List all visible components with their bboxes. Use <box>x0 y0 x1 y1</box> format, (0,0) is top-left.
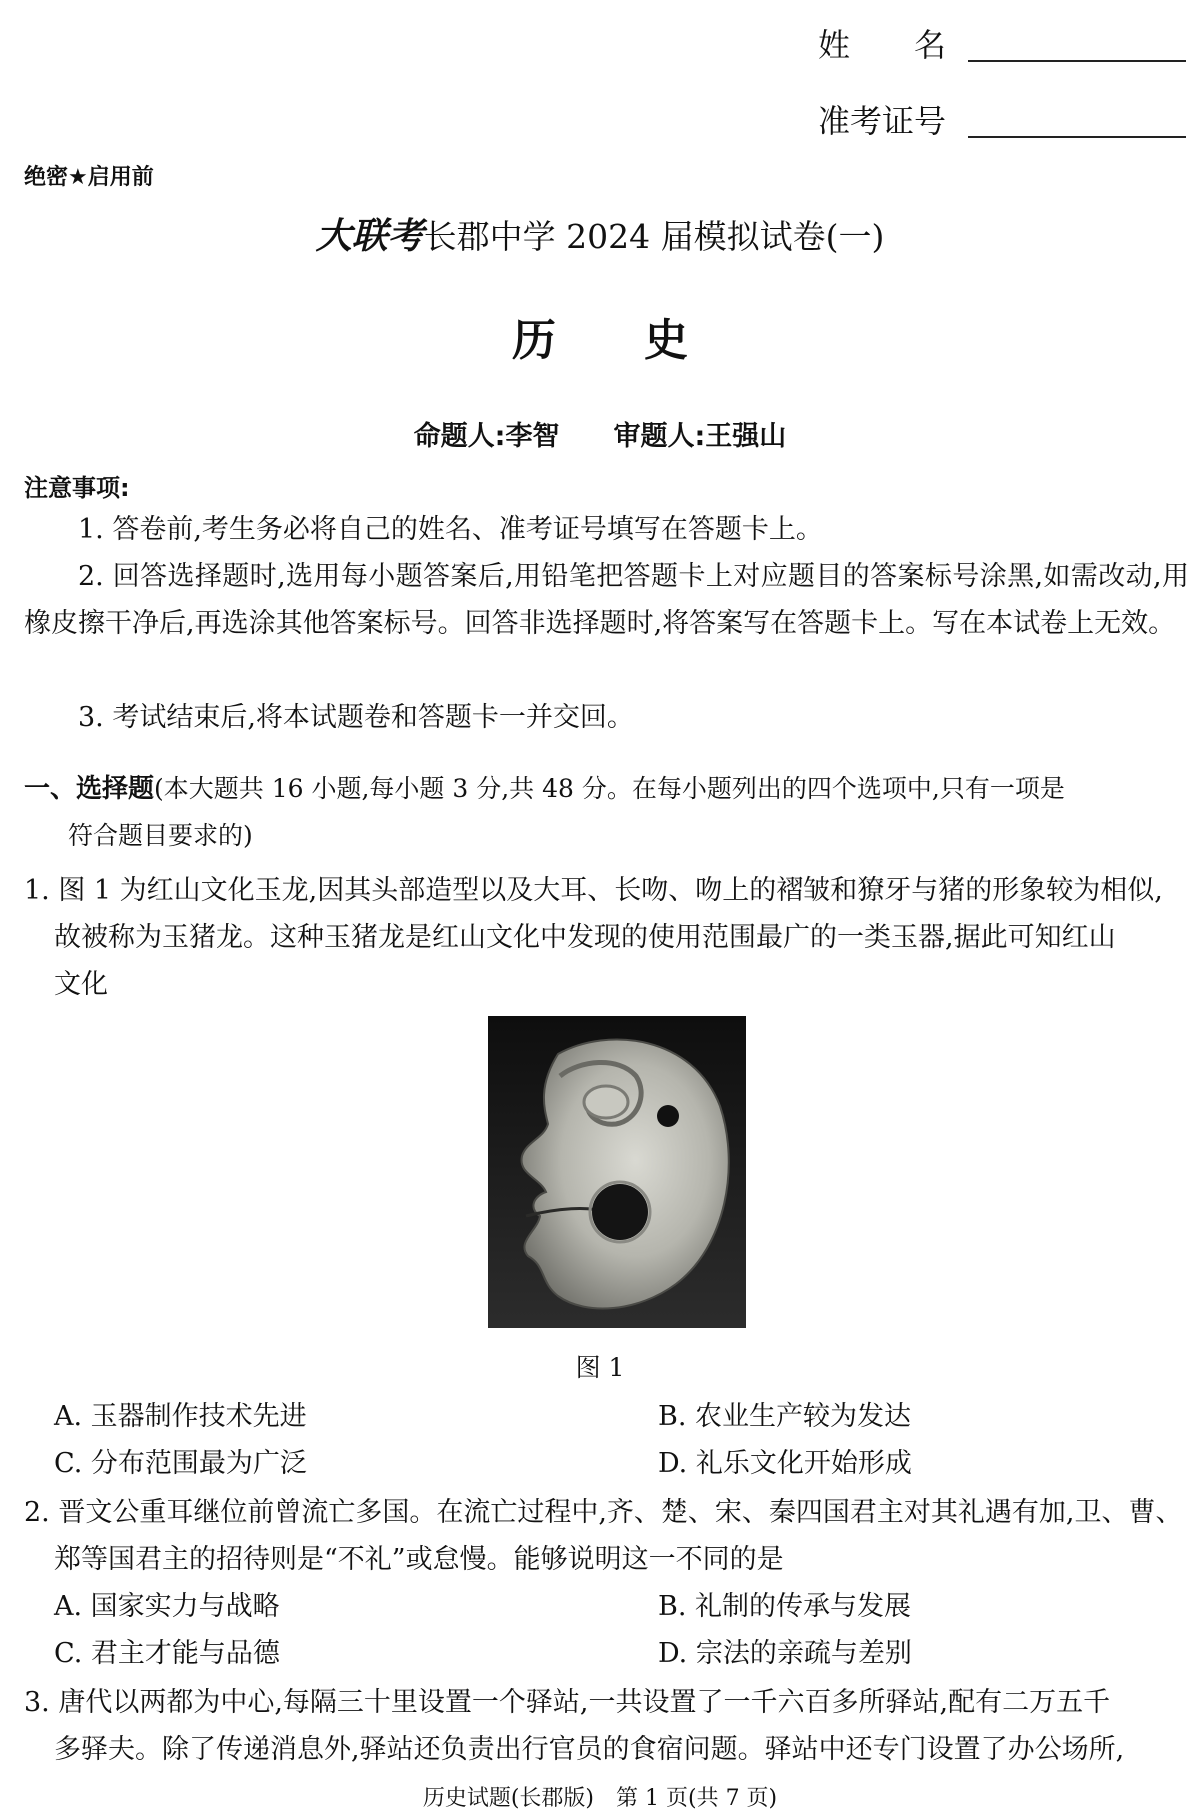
name-label: 姓 名 <box>818 26 947 64</box>
question-1-line-2: 故被称为玉猪龙。这种玉猪龙是红山文化中发现的使用范围最广的一类玉器,据此可知红山 <box>54 922 1116 953</box>
subject-title: 历 史 <box>512 315 688 366</box>
question-2-line-1: 2. 晋文公重耳继位前曾流亡多国。在流亡过程中,齐、楚、宋、秦四国君主对其礼遇有加,卫、曹、 <box>24 1497 1183 1528</box>
note-item-1: 1. 答卷前,考生务必将自己的姓名、准考证号填写在答题卡上。 <box>78 514 823 545</box>
title-brand: 大联考 <box>315 215 424 257</box>
question-2-line-2: 郑等国君主的招待则是“不礼”或怠慢。能够说明这一不同的是 <box>54 1544 784 1575</box>
name-field[interactable] <box>968 60 1186 62</box>
question-1-option-b: B. 农业生产较为发达 <box>658 1401 912 1432</box>
jade-pig-dragon-image <box>488 1016 746 1328</box>
note-item-2: 2. 回答选择题时,选用每小题答案后,用铅笔把答题卡上对应题目的答案标号涂黑,如需改动,用橡皮擦干净后,再选涂其他答案标号。回答非选择题时,将答案写在答题卡上。写在本试卷上无效。 <box>24 561 1189 639</box>
question-2-option-a: A. 国家实力与战略 <box>54 1591 280 1622</box>
question-2-option-b: B. 礼制的传承与发展 <box>658 1591 912 1622</box>
question-2-option-c: C. 君主才能与品德 <box>54 1638 280 1669</box>
question-2-option-d: D. 宗法的亲疏与差别 <box>658 1638 912 1669</box>
note-item-3: 3. 考试结束后,将本试题卷和答题卡一并交回。 <box>78 702 634 733</box>
question-1-line-3: 文化 <box>54 969 108 1000</box>
section-heading <box>24 768 1065 805</box>
section-description-cont: 符合题目要求的) <box>68 821 253 850</box>
section-title: 一、选择题 <box>24 774 155 804</box>
authors-line: 命题人:李智 审题人:王强山 <box>413 421 787 452</box>
title-rest: 长郡中学 2024 届模拟试卷(一) <box>423 217 885 256</box>
question-3-line-1: 3. 唐代以两都为中心,每隔三十里设置一个驿站,一共设置了一千六百多所驿站,配有二万五千 <box>24 1687 1111 1718</box>
question-1-line-1: 1. 图 1 为红山文化玉龙,因其头部造型以及大耳、长吻、吻上的褶皱和獠牙与猪的形象较为相似, <box>24 875 1163 906</box>
notes-heading: 注意事项: <box>24 474 130 502</box>
figure-1-caption: 图 1 <box>575 1353 625 1382</box>
section-description: (本大题共 16 小题,每小题 3 分,共 48 分。在每小题列出的四个选项中,只有一项是 <box>154 774 1065 803</box>
confidential-mark: 绝密★启用前 <box>24 165 154 190</box>
question-1-option-d: D. 礼乐文化开始形成 <box>658 1448 912 1479</box>
exam-id-label: 准考证号 <box>818 102 947 140</box>
exam-title <box>0 208 1200 259</box>
question-1-option-a: A. 玉器制作技术先进 <box>54 1401 307 1432</box>
page-footer: 历史试题(长郡版) 第 1 页(共 7 页) <box>422 1786 778 1811</box>
question-1-option-c: C. 分布范围最为广泛 <box>54 1448 307 1479</box>
exam-id-field[interactable] <box>968 136 1186 138</box>
question-3-line-2: 多驿夫。除了传递消息外,驿站还负责出行官员的食宿问题。驿站中还专门设置了办公场所, <box>54 1734 1125 1765</box>
